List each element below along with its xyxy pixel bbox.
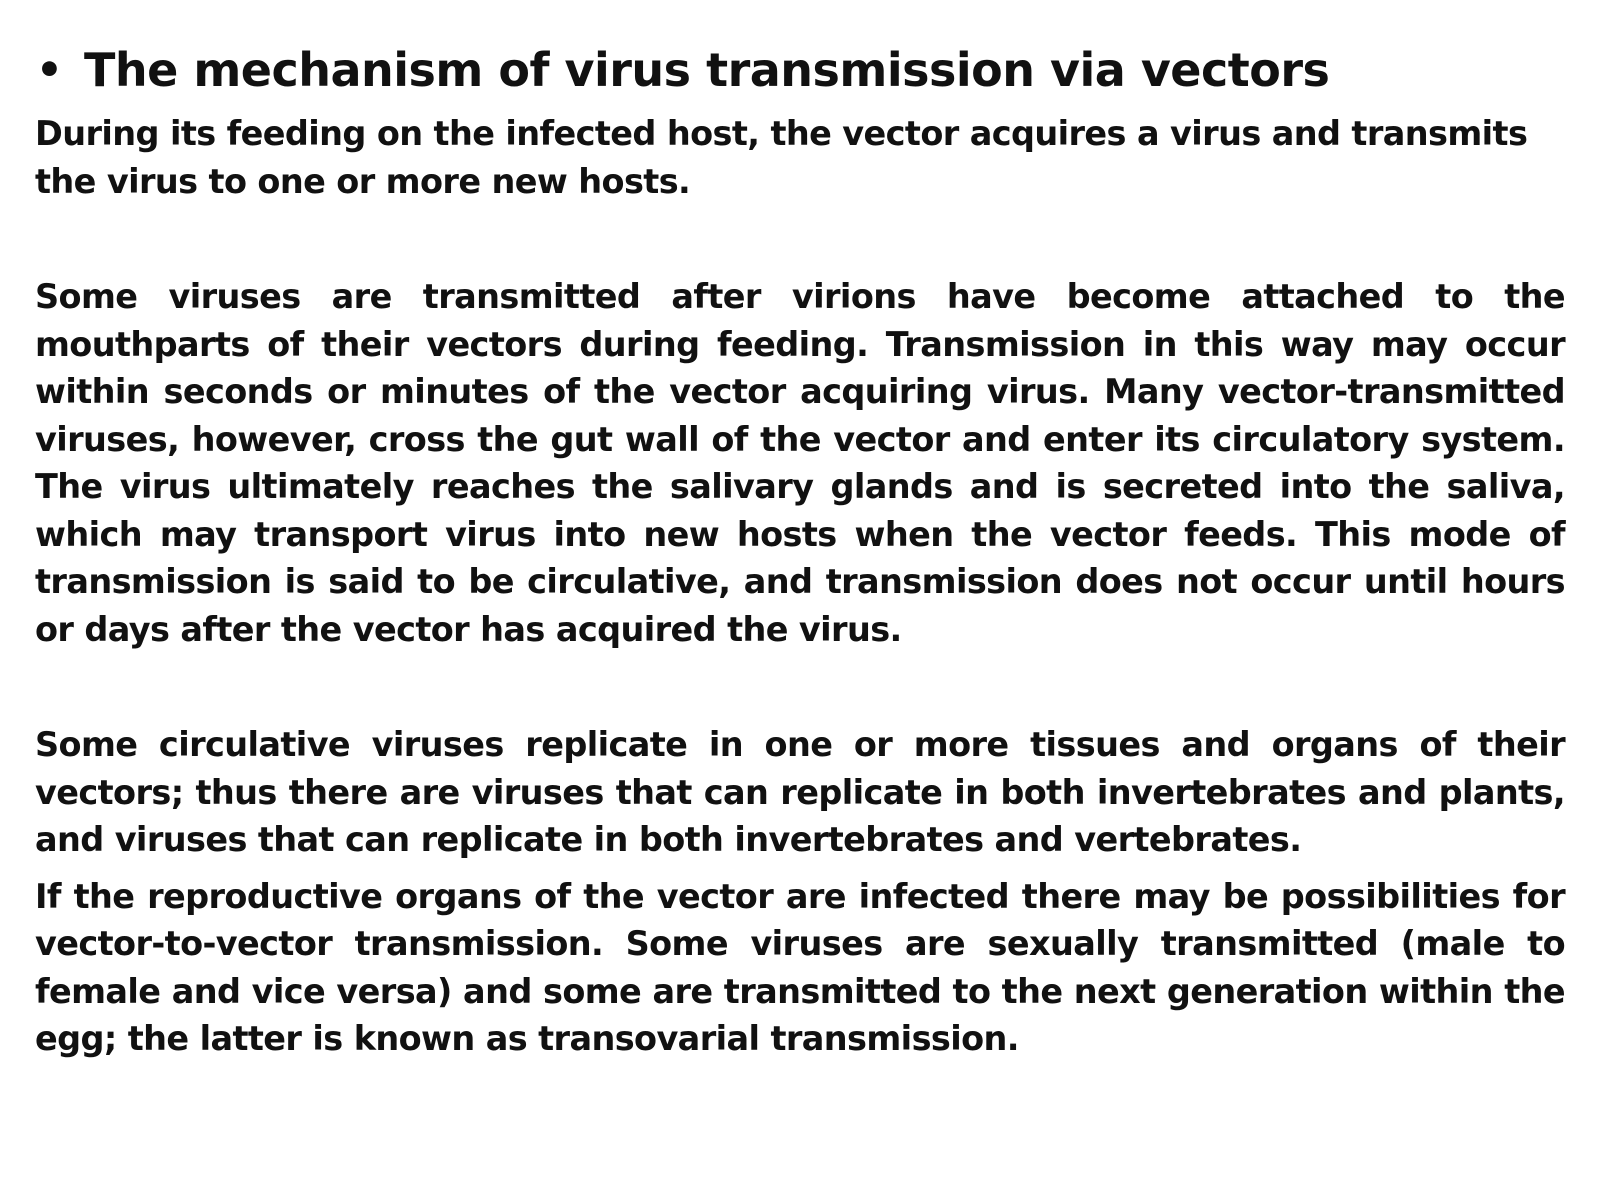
paragraph-feeding: During its feeding on the infected host, the vector acquires a virus and transmits the virus to one or more new hosts. <box>35 114 1528 201</box>
paragraph-circulative: Some viruses are transmitted after virions have become attached to the mouthparts of their vectors during feeding. Transmission in this way may occur within seconds or minutes of the vector acquiring virus. Many vector-transmitted viruses, however, cross the gut wall of the vector and enter its circulatory system. The virus ultimately reaches the salivary glands and is secreted into the saliva, which may transport virus into new hosts when the vector feeds. This mode of transmission is said to be circulative, and transmission does not occur until hours or days after the vector has acquired the virus. <box>35 277 1565 649</box>
slide-title: The mechanism of virus transmission via vectors <box>84 43 1330 97</box>
slide-body <box>35 110 1565 1063</box>
paragraph-replication: Some circulative viruses replicate in one or more tissues and organs of their vectors; thus there are viruses that can replicate in both invertebrates and plants, and viruses that can replicate in both invertebrates and vertebrates. <box>35 725 1565 859</box>
bullet-icon: • <box>36 45 63 94</box>
paragraph-transovarial: If the reproductive organs of the vector are infected there may be possibilities for vector-to-vector transmission. Some viruses are sexually transmitted (male to female and vice versa) and some are transmitted to the next generation within the egg; the latter is known as transovarial transmission. <box>35 876 1565 1058</box>
title-row <box>36 36 1556 104</box>
